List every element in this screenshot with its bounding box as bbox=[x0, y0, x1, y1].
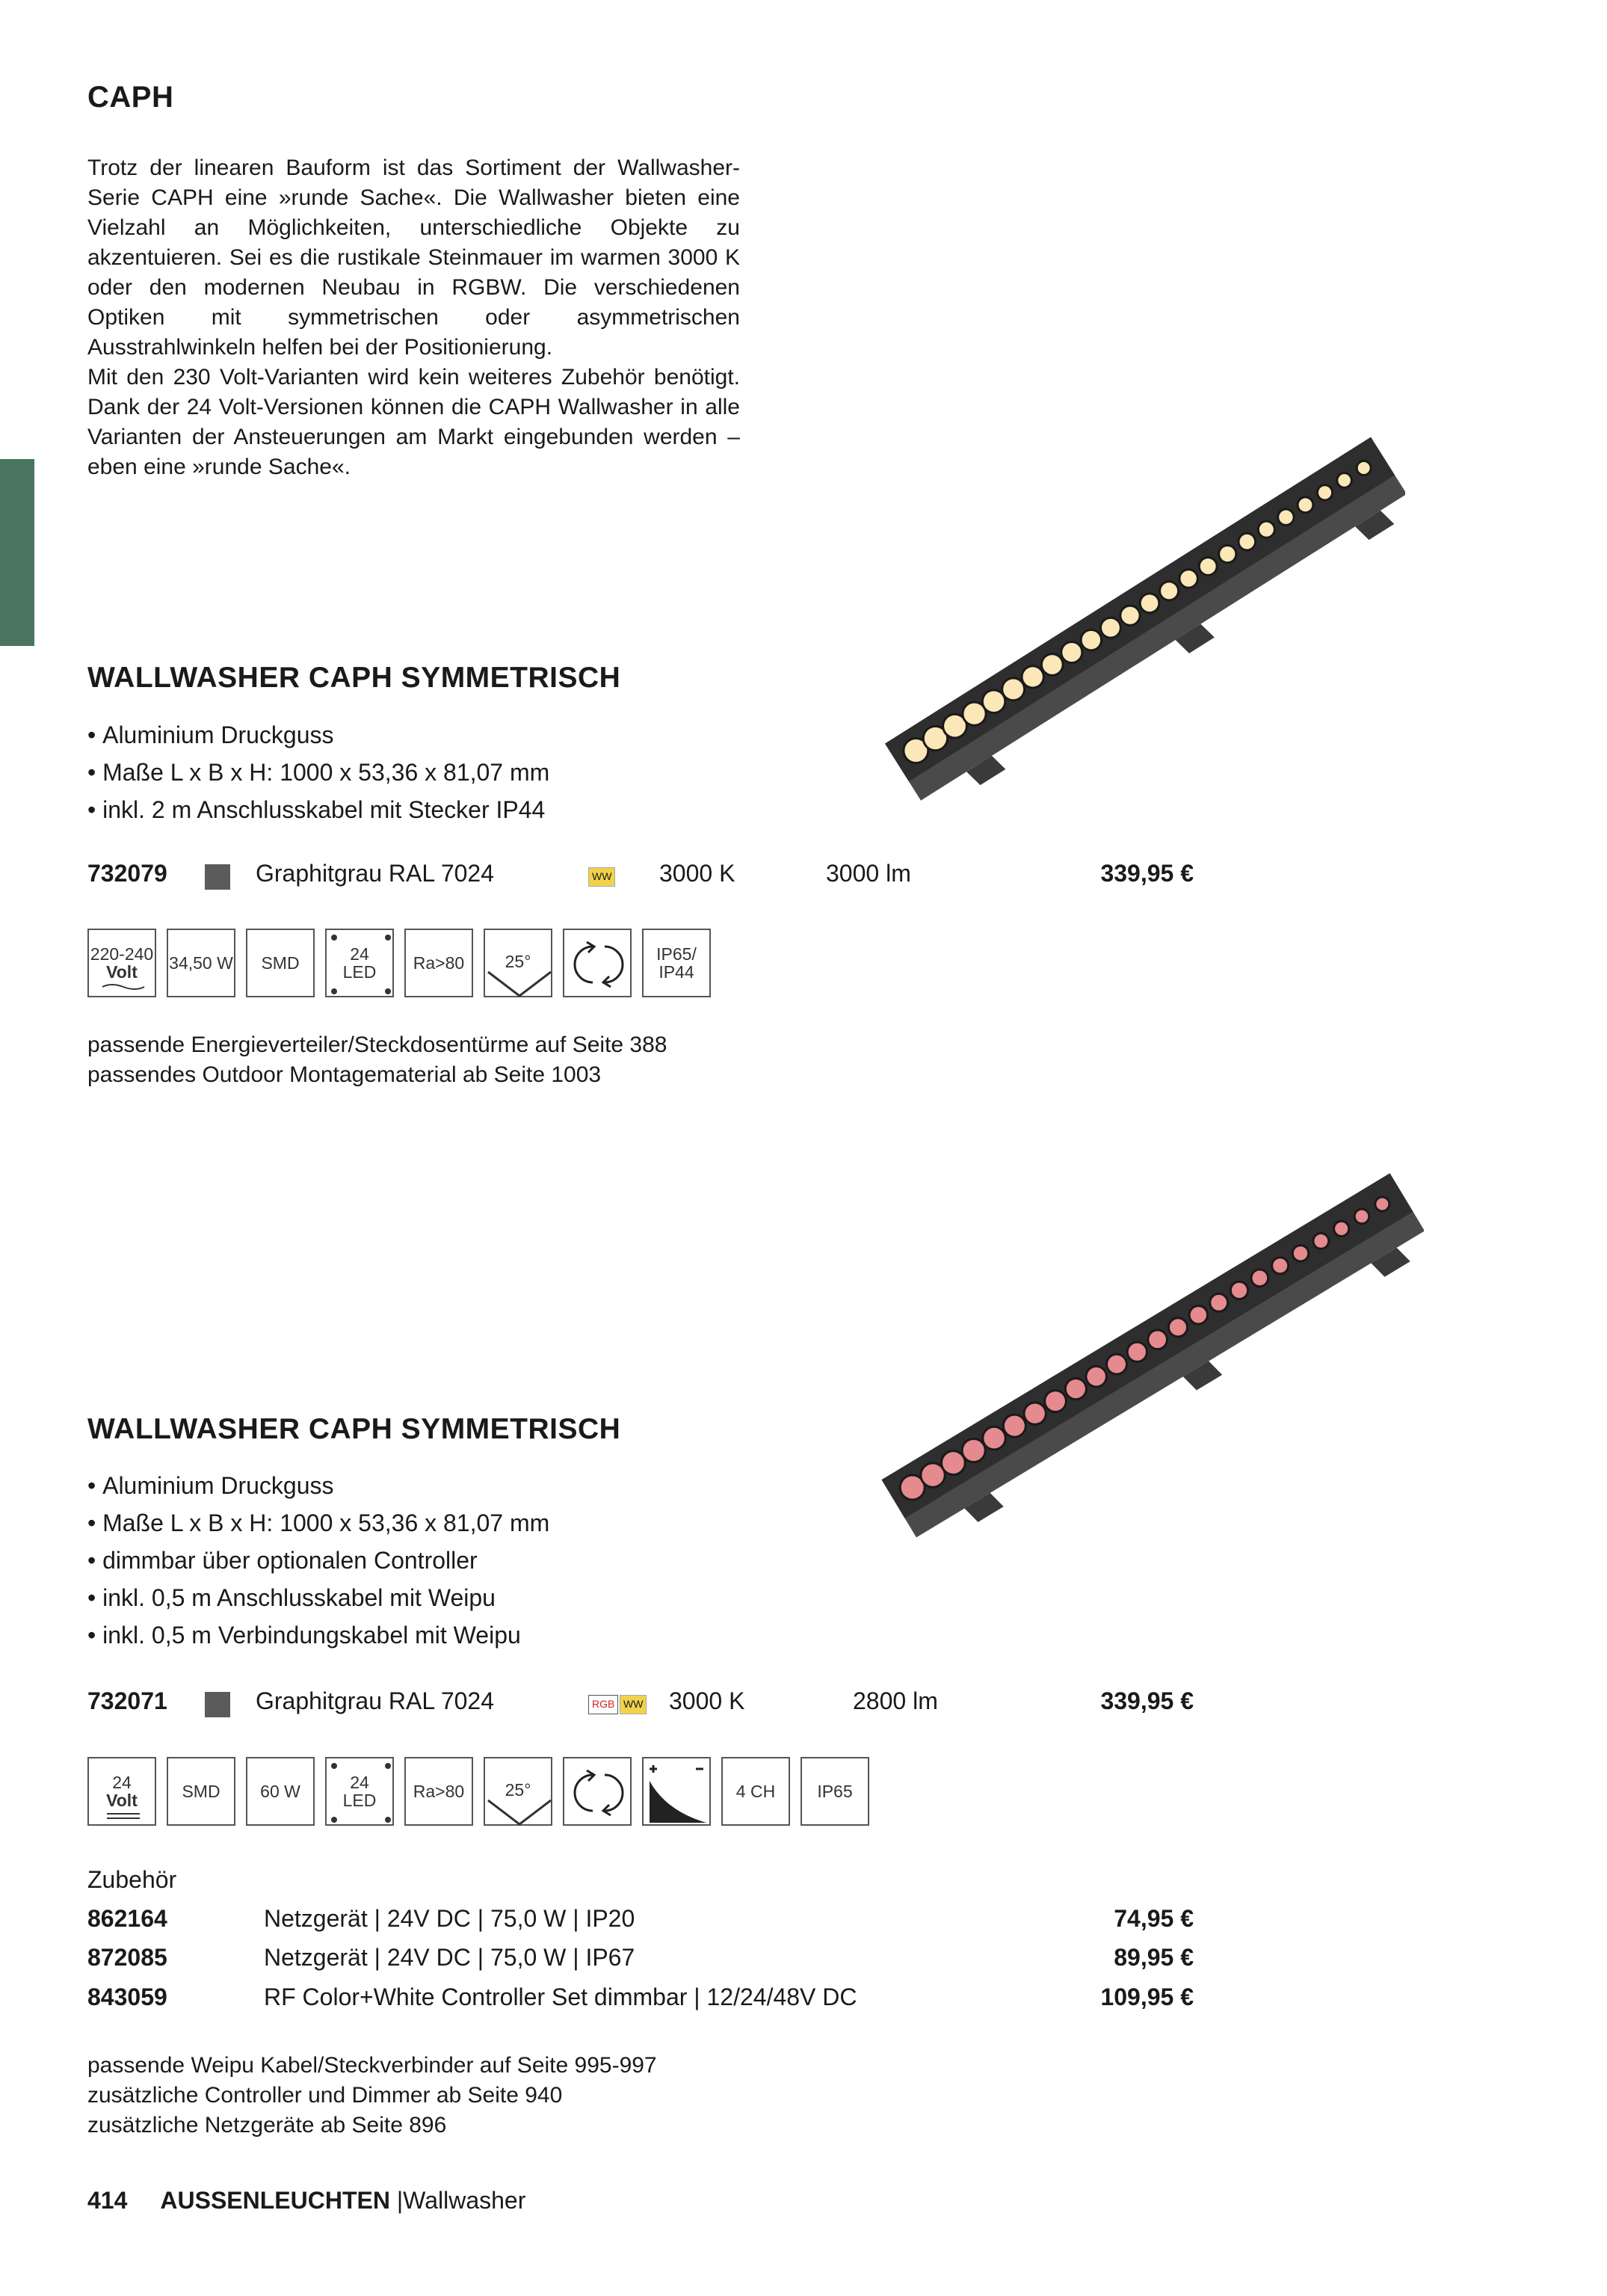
note-line: passende Energieverteiler/Steckdosentürme auf Seite 388 bbox=[87, 1032, 667, 1057]
rotation-icon bbox=[563, 929, 632, 997]
accessory-price: 109,95 € bbox=[1100, 1983, 1194, 2010]
article-code: 732071 bbox=[87, 1687, 167, 1714]
channels-icon: 4 CH bbox=[721, 1757, 790, 1826]
article-price: 339,95 € bbox=[1100, 1687, 1194, 1714]
feature-list bbox=[87, 716, 549, 828]
feature-list bbox=[87, 1467, 549, 1654]
cross-references bbox=[87, 1030, 667, 1090]
note-line: zusätzliche Controller und Dimmer ab Seite 940 bbox=[87, 2083, 563, 2108]
feature-item: • Maße L x B x H: 1000 x 53,36 x 81,07 mm bbox=[87, 1504, 549, 1542]
accessory-description: Netzgerät | 24V DC | 75,0 W | IP67 bbox=[264, 1944, 635, 1971]
color-temperature: 3000 K bbox=[669, 1687, 745, 1714]
ww-badge: WW bbox=[588, 867, 615, 887]
page-footer bbox=[87, 2187, 525, 2215]
accessory-row bbox=[87, 1983, 1194, 2022]
color-temperature: 3000 K bbox=[659, 860, 735, 887]
accessory-code: 872085 bbox=[87, 1944, 167, 1971]
accessories-title: Zubehör bbox=[87, 1866, 177, 1893]
cross-references bbox=[87, 2051, 657, 2140]
product-image-warm bbox=[837, 419, 1405, 845]
page-title: CAPH bbox=[87, 81, 174, 114]
page-number: 414 bbox=[87, 2187, 128, 2214]
smd-icon: SMD bbox=[167, 1757, 235, 1826]
footer-section: AUSSENLEUCHTEN bbox=[160, 2187, 390, 2214]
note-line: passende Weipu Kabel/Steckverbinder auf Seite 995-997 bbox=[87, 2053, 657, 2078]
dimmable-icon bbox=[642, 1757, 711, 1826]
rgb-badge: RGB bbox=[588, 1695, 618, 1714]
accessory-price: 89,95 € bbox=[1114, 1944, 1194, 1971]
product-title: WALLWASHER CAPH SYMMETRISCH bbox=[87, 1413, 621, 1445]
intro-text bbox=[87, 153, 740, 482]
smd-icon: SMD bbox=[246, 929, 315, 997]
ww-badge: WW bbox=[620, 1695, 647, 1714]
section-tab bbox=[0, 459, 34, 646]
luminous-flux: 3000 lm bbox=[826, 860, 911, 887]
feature-item: • Maße L x B x H: 1000 x 53,36 x 81,07 mm bbox=[87, 754, 549, 791]
accessory-row bbox=[87, 1944, 1194, 1983]
article-color: Graphitgrau RAL 7024 bbox=[256, 1687, 495, 1714]
beam-angle-icon: 25° bbox=[484, 1757, 552, 1826]
color-swatch bbox=[205, 864, 230, 890]
rotation-icon bbox=[563, 1757, 632, 1826]
power-icon: 60 W bbox=[246, 1757, 315, 1826]
accessory-price: 74,95 € bbox=[1114, 1905, 1194, 1932]
ip-rating-icon: IP65/ IP44 bbox=[642, 929, 711, 997]
accessory-description: RF Color+White Controller Set dimmbar | 12/24/48V DC bbox=[264, 1983, 857, 2010]
article-code: 732079 bbox=[87, 860, 167, 887]
feature-item: • inkl. 2 m Anschlusskabel mit Stecker IP44 bbox=[87, 791, 549, 828]
beam-angle-icon: 25° bbox=[484, 929, 552, 997]
feature-item: • inkl. 0,5 m Verbindungskabel mit Weipu bbox=[87, 1616, 549, 1654]
feature-item: • inkl. 0,5 m Anschlusskabel mit Weipu bbox=[87, 1579, 549, 1616]
feature-item: • dimmbar über optionalen Controller bbox=[87, 1542, 549, 1579]
accessory-code: 843059 bbox=[87, 1983, 167, 2010]
cri-icon: Ra>80 bbox=[404, 1757, 473, 1826]
product-image-rgbw bbox=[833, 1155, 1424, 1574]
article-row bbox=[87, 1687, 1194, 1722]
article-row bbox=[87, 860, 1194, 894]
note-line: passendes Outdoor Montagematerial ab Seite 1003 bbox=[87, 1062, 602, 1087]
accessory-code: 862164 bbox=[87, 1905, 167, 1932]
feature-item: • Aluminium Druckguss bbox=[87, 1467, 549, 1504]
led-count-icon: 24 LED bbox=[325, 929, 394, 997]
voltage-icon: 220-240 Volt bbox=[87, 929, 156, 997]
feature-item: • Aluminium Druckguss bbox=[87, 716, 549, 754]
intro-paragraph-2: Mit den 230 Volt-Varianten wird kein weiteres Zubehör benötigt. Dank der 24 Volt-Versionen können die CAPH Wallwasher in alle Varianten der Ansteuerungen am Markt eingebunden werden – eben eine »runde Sache«. bbox=[87, 365, 740, 479]
accessory-row bbox=[87, 1905, 1194, 1944]
intro-paragraph-1: Trotz der linearen Bauform ist das Sortiment der Wallwasher-Serie CAPH eine »runde Sache«. Die Wallwasher bieten eine Vielzahl an Möglichkeiten, unterschiedliche Objekte zu akzentuieren. Sei es die rustikale Steinmauer im warmen 3000 K oder den modernen Neubau in RGBW. Die verschiedenen Optiken mit symmetrischen oder asymmetrischen Ausstrahlwinkeln helfen bei der Positionierung. bbox=[87, 156, 740, 360]
luminous-flux: 2800 lm bbox=[853, 1687, 938, 1714]
color-swatch bbox=[205, 1692, 230, 1717]
product-title: WALLWASHER CAPH SYMMETRISCH bbox=[87, 662, 621, 694]
led-count-icon: 24 LED bbox=[325, 1757, 394, 1826]
cri-icon: Ra>80 bbox=[404, 929, 473, 997]
footer-subsection: Wallwasher bbox=[403, 2187, 526, 2214]
accessory-description: Netzgerät | 24V DC | 75,0 W | IP20 bbox=[264, 1905, 635, 1932]
voltage-icon: 24 Volt bbox=[87, 1757, 156, 1826]
note-line: zusätzliche Netzgeräte ab Seite 896 bbox=[87, 2113, 447, 2138]
article-color: Graphitgrau RAL 7024 bbox=[256, 860, 495, 887]
ip-rating-icon: IP65 bbox=[801, 1757, 869, 1826]
article-price: 339,95 € bbox=[1100, 860, 1194, 887]
footer-separator: | bbox=[396, 2187, 404, 2214]
power-icon: 34,50 W bbox=[167, 929, 235, 997]
